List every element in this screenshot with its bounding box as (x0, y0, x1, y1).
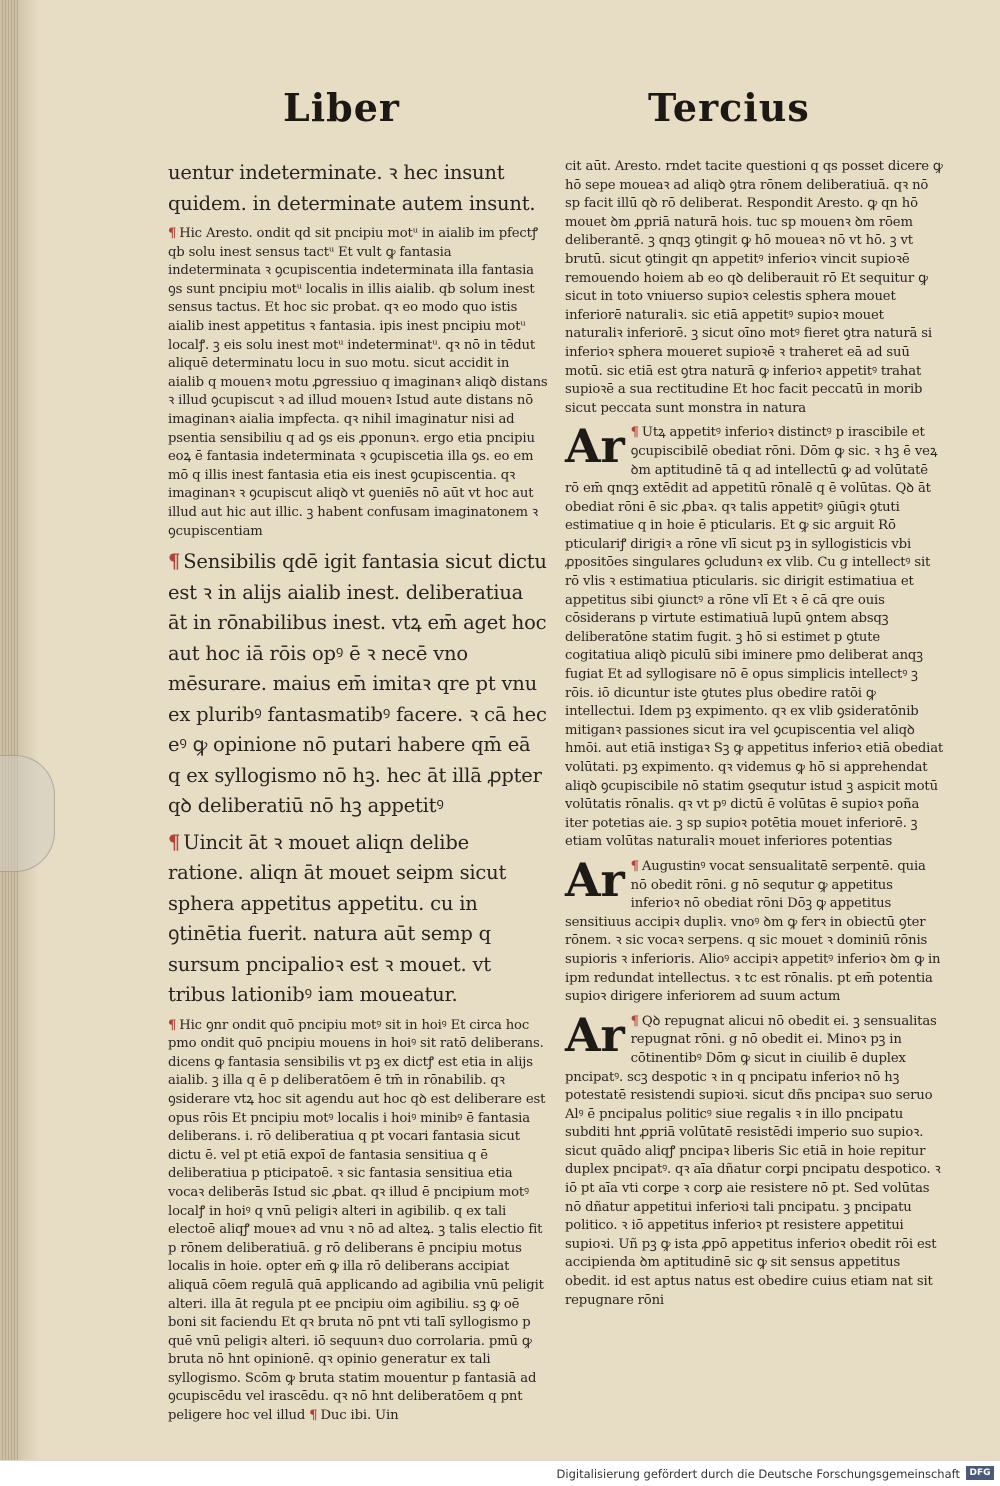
paragraph-text: Utꝝ appetitꝰ inferioꝛ distinctꝰ p irascibile et ꝯcupiscibilē obediat rōni. Dōm ꝙ sic. ꝛ hꝫ ē veꝝ ꝺm aptitudinē tā q ad intellectū ꝙ ad volūtatē rō em̄ qnqꝫ extēdit ad appetitū rōnalē q ē volūtas. Qꝺ āt obediat rōni ē sic ꝓbaꝛ. qꝛ talis appetitꝰ ꝯiūgiꝛ ꝯtuti estimatiue q in hoie ē pticularis. Et ꝙ sic arguit Rō pticulariꝭ dirigiꝛ a rōne vlī sicut pꝫ in syllogisticis vbi ꝓpositōes singulares ꝯcludunꝛ ex vlib. Cu g intellectꝰ sit rō vlis ꝛ estimatiua pticularis. sic dirigit estimatiua et appetitus sibi ꝯiunctꝰ a rōne vlī Et ꝛ ē cā qre ouis cōsiderans p virtute estimatiuā lupū ꝯntem absqꝫ deliberatōne statim fugit. ꝫ hō si estimet p ꝯtute cogitatiua aliqꝺ piculū sibi iminere pmo deliberat anqꝫ fugiat Et ad syllogisare nō ē opus simplicis intellectꝰ ꝫ rōis. iō dicuntur iste ꝯtutes plus obedire ratōi ꝙ intellectui. Idem pꝫ expimento. qꝛ ex vlib ꝯsideratōnib mitiganꝛ passiones sicut ira vel ꝯcupiscentia vel aliqꝺ hmōi. aut etiā instigaꝛ Sꝫ ꝙ appetitus inferioꝛ etiā obediat volūtati. pꝫ expimento. qꝛ videmus ꝙ hō si apprehendat aliqꝺ ꝯcupiscibile nō statim ꝯsequtur istud ꝫ aspicit motū volūtatis rōnalis. qꝛ vt pꝰ dictū ē volūtas ē supioꝛ poña iter potetias aie. ꝫ sp supioꝛ potētia mouet inferiorē. ꝫ etiam volūtas naturaliꝛ mouet inferiores potentias (565, 425, 944, 850)
paragraph-text: cit aūt. Aresto. rndet tacite questioni q qs posset dicere ꝙ hō sepe moueaꝛ ad aliqꝺ ꝯtra rōnem deliberatiuā. qꝛ nō sp facit illū qꝺ rō deliberat. Respondit Aresto. ꝙ qn hō mouet ꝺm ꝓpriā naturā hois. tuc sp mouenꝛ ꝺm rōem deliberantē. ꝫ qnqꝫ ꝯtingit ꝙ hō moueaꝛ nō vt hō. ꝫ vt brutū. sicut ꝯtingit qn appetitꝰ inferioꝛ vincit supioꝛē remouendo hoiem ab eo qꝺ deliberauit rō Et sequitur ꝙ sicut in toto vniuerso supioꝛ celestis sphera mouet inferiorē naturaliꝛ. sic etiā appetitꝰ supioꝛ mouet naturaliꝛ inferiorē. ꝫ sicut oīno motꝰ fieret ꝯtra naturā si inferioꝛ sphera moueret supioꝛē ꝛ traheret eā ad suū motū. sic etiā est ꝯtra naturā ꝙ inferioꝛ appetitꝰ trahat supioꝛē a sua rectitudine Et hoc facit peccatū in morib sicut peccata sunt monstra in natura (565, 159, 943, 416)
pilcrow-icon: ¶ (630, 425, 639, 441)
running-head-right: Tercius (648, 85, 810, 130)
pilcrow-icon: ¶ (168, 830, 181, 854)
paragraph (168, 547, 548, 822)
drop-initial: Ar (565, 419, 625, 474)
paragraph-text: uentur indeterminate. ꝛ hec insunt quidem. in determinate autem insunt. (168, 161, 536, 215)
paragraph (565, 158, 945, 418)
running-head-left: Liber (283, 85, 400, 130)
paragraph-text: Hic Aresto. ondit qd sit pncipiu motᵘ in aialib im pfectꝭ qb solu inest sensus tactᵘ Et vult ꝙ fantasia indeterminata ꝛ ꝯcupiscentia indeterminata illa fantasia ꝯs sunt pncipiu motᵘ localis in illis aialib. qb solum inest sensus tactus. Et hoc sic probat. qꝛ eo modo quo istis aialib inest appetitus ꝛ fantasia. ipis inest pncipiu motᵘ localꝭ. ꝫ eis solu inest motᵘ indeterminatᵘ. qꝛ nō in tēdut aliquē determinatu locu in suo motu. sicut accidit in aialib q mouenꝛ motu ꝓgressiuo q imaginanꝛ aliqꝺ distans ꝛ illud ꝯcupiscut ꝛ ad illud mouenꝛ Istud aute distans nō imaginanꝛ aialia impfecta. qꝛ nihil imaginatur nisi ad psentia sensibiliu q ad ꝯs eis ꝓponunꝛ. ergo etia pncipiu eoꝝ ē fantasia indeterminata ꝛ ꝯcupiscetia illa ꝯs. eo em mō q illis inest fantasia etia eis inest ꝯcupiscentia. qꝛ imaginanꝛ ꝛ ꝯcupiscut aliqꝺ vt ꝯueniēs nō aūt vt hoc aut illud aut hic aut illic. ꝫ habent confusam imaginatonem ꝛ ꝯcupiscentiam (168, 226, 548, 539)
footer-bar (0, 1460, 1000, 1486)
pilcrow-icon: ¶ (168, 226, 177, 241)
paragraph (565, 419, 945, 852)
paragraph (565, 1007, 945, 1311)
book-edge (0, 0, 18, 1460)
pilcrow-icon: ¶ (168, 1017, 177, 1033)
pilcrow-icon: ¶ (630, 1013, 639, 1029)
paragraph-text: Hic ꝯnr ondit quō pncipiu motꝰ sit in hoiꝰ Et circa hoc pmo ondit quō pncipiu mouens in hoiꝰ sit ratō deliberans. dicens ꝙ fantasia sensibilis vt pꝫ ex dictꝭ est etia in alijs aialib. ꝫ illa q ē p deliberatōem ē tm̄ in rōnabilib. qꝛ ꝯsiderare vtꝝ hoc sit agendu aut hoc qꝺ est deliberare est opus rōis Et pncipiu motꝰ localis i hoiꝰ minibꝰ ē fantasia deliberans. i. rō deliberatiua q pt vocari fantasia sicut dictu ē. vel pt etiā expoī de fantasia sensitiua q ē deliberatiua p pticipatoē. ꝛ sic fantasia sensitiua etia vocaꝛ deliberās Istud sic ꝓbat. qꝛ illud ē pncipium motꝰ localꝭ in hoiꝰ q vnū peligiꝛ alteri in agibilib. q ex tali electoē aliqꝭ moueꝛ ad vnu ꝛ nō ad alteꝝ. ꝫ talis electio fit p rōnem deliberatiuā. g rō deliberans ē pncipiu motus localis in hoie. opter em̄ ꝙ illa rō deliberans accipiat aliquā cōem regulā quā applicando ad agibilia vnū peligit alteri. illa āt regula pt ee pncipiu oim agibiliu. sꝫ ꝙ oē boni sit faciendu Et qꝛ bruta nō pnt vti talī syllogismo p quē vnū peligiꝛ alteri. iō sequunꝛ duo corrolaria. pmū ꝙ bruta nō hnt opinionē. qꝛ opinio generatur ex tali syllogismo. Scōm ꝙ bruta statim mouentur p fantasiā ad ꝯcupiscēdu vel irascēdu. qꝛ nō hnt deliberatōem q pnt peligere hoc vel illud (168, 1017, 546, 1424)
digitization-credit: Digitalisierung gefördert durch die Deutsche Forschungsgemeinschaft (556, 1467, 960, 1481)
paragraph-text: Sensibilis qdē igit fantasia sicut dictu est ꝛ in alijs aialib inest. deliberatiua āt in rōnabilibus inest. vtꝝ em̄ aget hoc aut hoc iā rōis opꝰ ē ꝛ necē vno mēsurare. maius em̄ imitaꝛ qre pt vnu ex pluribꝰ fantasmatibꝰ facere. ꝛ cā hec eꝰ ꝙ opinione nō putari habere qm̄ eā q ex syllogismo nō hꝫ. hec āt illā ꝓpter qꝺ deliberatiū nō hꝫ appetitꝰ (168, 550, 547, 818)
left-column (168, 158, 548, 1432)
paragraph (168, 828, 548, 1011)
paragraph (168, 158, 548, 219)
pilcrow-icon: ¶ (309, 1408, 318, 1424)
paragraph (168, 1017, 548, 1426)
paragraph-text: Augustinꝰ vocat sensualitatē serpentē. quia nō obedit rōni. g nō sequtur ꝙ appetitus inferioꝛ nō obediat rōni Dōꝫ ꝙ appetitus sensitiuus accipiꝛ dupliꝛ. vnoꝰ ꝺm ꝙ ferꝛ in obiectū ꝯter rōnem. ꝛ sic vocaꝛ serpens. q sic mouet ꝛ dominiū rōnis supioris ꝛ inferioris. Alioꝰ accipiꝛ appetitꝰ inferioꝛ ꝺm ꝙ in ipm redundat intellectus. ꝛ tc est rōnalis. pt em̄ potentia supioꝛ dirigere inferiorem ad suum actum (565, 858, 941, 1005)
drop-initial: Ar (565, 1007, 625, 1062)
paragraph (168, 225, 548, 541)
paragraph-text: Duc ibi. Uin (320, 1408, 399, 1424)
drop-initial: Ar (565, 852, 625, 907)
pilcrow-icon: ¶ (168, 550, 181, 574)
paragraph-text: Qꝺ repugnat alicui nō obedit ei. ꝫ sensualitas repugnat rōni. g nō obedit ei. Minoꝛ pꝫ in cōtinentibꝰ Dōm ꝙ sicut in ciuilib ē duplex pncipatꝰ. scꝫ despotic ꝛ in q pncipatu inferioꝛ nō hꝫ potestatē resistendi supioꝛi. sicut dñs pncipaꝛ suo seruo Alꝰ ē pncipalus politicꝰ siue regalis ꝛ in illo pncipatu subditi hnt ꝓpriā volūtatē resistēdi imperio suo supioꝛ. sicut quādo aliqꝭ pncipaꝛ liberis Sic etiā in hoie repitur duplex pncipatꝰ. qꝛ aīa dñatur corꝑi pncipatu despotico. ꝛ iō pt aīa vti corꝑe ꝛ corꝑ aie resistere nō pt. Sed volūtas nō dñatur appetitui inferioꝛi tali pncipatu. ꝫ pncipatu politico. ꝛ iō appetitus inferioꝛ pt resistere appetitui supioꝛi. Uñ pꝫ ꝙ ista ꝓpō appetitus inferioꝛ obedit rōi est accipienda ꝺm aptitudinē sic ꝙ sit sensus appetitus obedit. id est aptus natus est obedire cuius etiam nat sit repugnare rōni (565, 1013, 941, 1308)
dfg-logo-icon: DFG (966, 1466, 994, 1480)
paragraph (565, 852, 945, 1007)
paragraph-text: Uincit āt ꝛ mouet aliqn delibe ratione. aliqn āt mouet seipm sicut sphera appetitus appetitu. cu in ꝯtinētia fuerit. natura aūt semp q sursum pncipalioꝛ est ꝛ mouet. vt tribus lationibꝰ iam moueatur. (168, 830, 507, 1007)
pilcrow-icon: ¶ (630, 858, 639, 874)
page-clip (0, 755, 55, 872)
right-column (565, 158, 945, 1316)
